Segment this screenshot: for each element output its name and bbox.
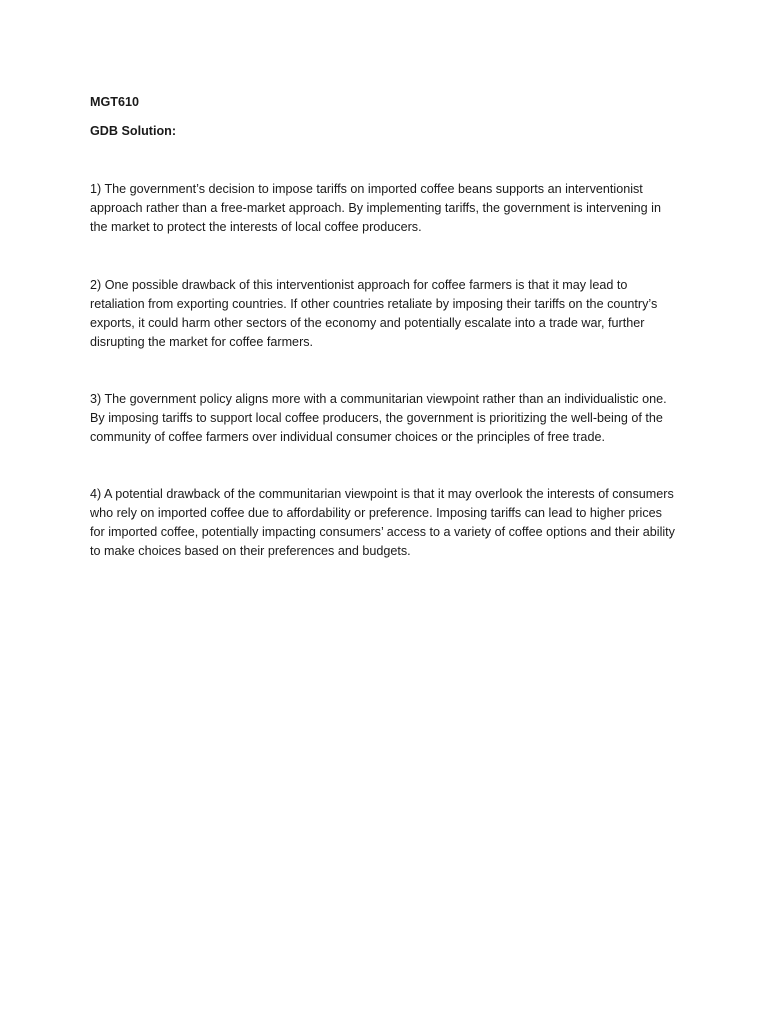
document-body [90, 94, 680, 561]
paragraph-2: 2) One possible drawback of this interventionist approach for coffee farmers is that it may lead to retaliation from exporting countries. If other countries retaliate by imposing their tariffs on the country’s exports, it could harm other sectors of the economy and potentially escalate into a trade war, further disrupting the market for coffee farmers. [90, 278, 658, 349]
paragraph-3: 3) The government policy aligns more with a communitarian viewpoint rather than an individualistic one. By imposing tariffs to support local coffee producers, the government is prioritizing the well-being of the community of coffee farmers over individual consumer choices or the principles of free trade. [90, 392, 667, 444]
paragraph-1: 1) The government’s decision to impose tariffs on imported coffee beans supports an interventionist approach rather than a free-market approach. By implementing tariffs, the government is intervening in the market to protect the interests of local coffee producers. [90, 182, 661, 234]
document-subtitle: GDB Solution: [90, 124, 177, 138]
document-code: MGT610 [90, 95, 139, 109]
paragraph-4: 4) A potential drawback of the communitarian viewpoint is that it may overlook the interests of consumers who rely on imported coffee due to affordability or preference. Imposing tariffs can lead to higher prices for imported coffee, potentially impacting consumers’ access to a variety of coffee options and their ability to make choices based on their preferences and budgets. [90, 487, 675, 558]
